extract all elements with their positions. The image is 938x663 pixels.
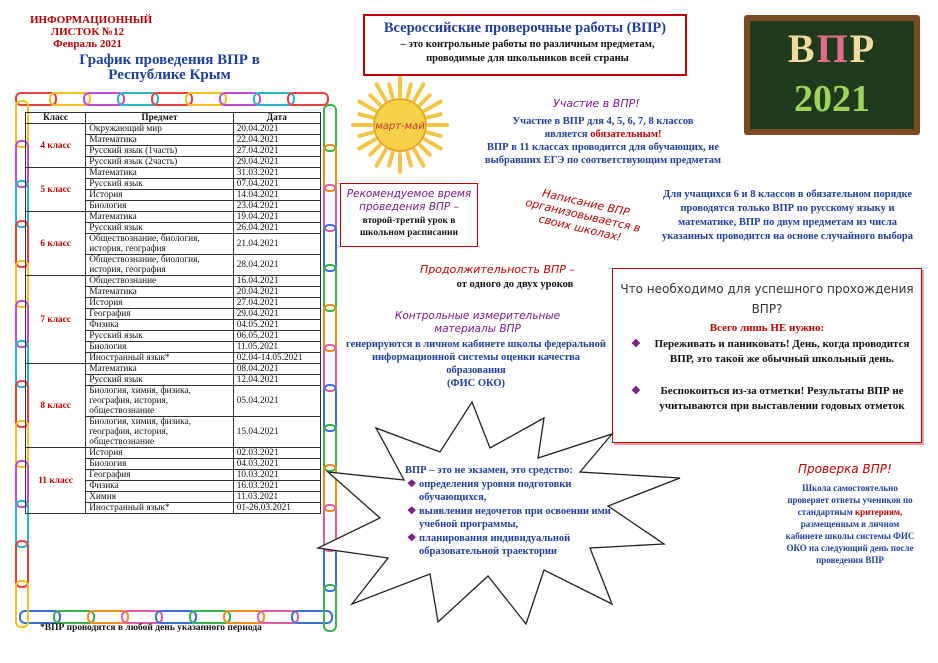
subject-cell: Математика: [86, 212, 234, 223]
date-cell: 11.05.2021: [233, 342, 320, 353]
date-cell: 06.05.2021: [233, 331, 320, 342]
date-cell: 07.04.2021: [233, 179, 320, 190]
date-cell: 27.04.2021: [233, 298, 320, 309]
sun-ray: [421, 95, 430, 104]
issue-line-3: Февраль 2021: [53, 38, 122, 50]
class-cell: 11 класс: [26, 448, 86, 514]
sun-ray: [408, 84, 411, 97]
participation-text: Участие в ВПР для 4, 5, 6, 7, 8 классов является обязательным! ВПР в 11 классах проводится для обучающих, не выбравших ЕГЭ по соответствующим предметам: [484, 116, 722, 166]
sun-ray: [377, 84, 386, 100]
subject-cell: Биология, химия, физика, география, история, обществознание: [86, 386, 234, 417]
not-exam-text: [405, 464, 630, 559]
success-item: ❖ Беспокоиться из-за отметки! Результаты ВПР не учитываются при выставлении годовых отметок: [631, 385, 905, 412]
participation-heading: Участие в ВПР!: [553, 97, 640, 110]
board-year: 2021: [794, 78, 870, 120]
subject-cell: Математика: [86, 135, 234, 146]
subject-cell: История: [86, 448, 234, 459]
table-row: [26, 276, 321, 287]
subject-cell: Иностранный язык*: [86, 353, 234, 364]
subject-cell: География: [86, 470, 234, 481]
writing-note: Написание ВПР организовывается в своих школах!: [524, 186, 642, 245]
date-cell: 16.03.2021: [233, 481, 320, 492]
date-cell: 31.03.2021: [233, 168, 320, 179]
subject-cell: Обществознание: [86, 276, 234, 287]
date-cell: 01-26.03.2021: [233, 503, 320, 514]
sun-ray: [425, 102, 441, 111]
subject-cell: Русский язык: [86, 375, 234, 386]
sun-icon: [350, 75, 450, 175]
schedule-title-line-1: График проведения ВПР в: [79, 52, 260, 68]
sun-ray: [359, 102, 375, 111]
date-cell: 12.04.2021: [233, 375, 320, 386]
kim-heading: Контрольные измерительные материалы ВПР: [394, 310, 561, 335]
issue-line-2: ЛИСТОК №12: [50, 26, 125, 38]
date-cell: 20.04.2021: [233, 287, 320, 298]
sun-label: март-май: [375, 121, 425, 132]
subject-cell: Обществознание, биология, история, география: [86, 234, 234, 255]
subject-cell: Биология: [86, 201, 234, 212]
date-cell: 02.03.2021: [233, 448, 320, 459]
not-exam-item: ❖ планирования индивидуальной образовательной траектории: [407, 533, 571, 557]
table-header-row: [26, 113, 321, 124]
subject-cell: Биология: [86, 459, 234, 470]
sun-ray: [359, 133, 372, 136]
subject-cell: География: [86, 309, 234, 320]
subject-cell: Обществознание, биология, история, география: [86, 255, 234, 276]
kim-text: генерируются в личном кабинете школы федеральной информационной системы оценки качества образования (ФИС ОКО): [346, 339, 606, 389]
sun-ray: [415, 150, 424, 166]
success-heading: Что необходимо для успешного прохождения ВПР?: [620, 282, 914, 316]
subject-cell: Русский язык: [86, 331, 234, 342]
date-cell: 29.04.2021: [233, 309, 320, 320]
date-cell: 02.04-14.05.2021: [233, 353, 320, 364]
subject-cell: История: [86, 298, 234, 309]
sun-ray: [425, 140, 441, 149]
sun-ray: [415, 84, 424, 100]
sun-ray: [408, 153, 411, 166]
subject-cell: Химия: [86, 492, 234, 503]
not-exam-item: ❖ определения уровня подготовки обучающихся,: [407, 479, 572, 503]
date-cell: 29.04.2021: [233, 157, 320, 168]
intro-text: – это контрольные работы по различным предметам, проводимые для школьников всей страны: [400, 39, 655, 64]
class-cell: 6 класс: [26, 212, 86, 276]
date-cell: 21.04.2021: [233, 234, 320, 255]
date-cell: 23.04.2021: [233, 201, 320, 212]
subject-cell: Биология: [86, 342, 234, 353]
sun-ray: [370, 95, 379, 104]
table-row: [26, 168, 321, 179]
diamond-bullet-icon: ❖: [407, 506, 417, 517]
schedule-title: [62, 53, 277, 83]
subject-cell: Математика: [86, 168, 234, 179]
subject-cell: Русский язык (2часть): [86, 157, 234, 168]
sun-ray: [421, 146, 430, 155]
date-cell: 04.03.2021: [233, 459, 320, 470]
check-heading: Проверка ВПР!: [798, 462, 892, 476]
class-cell: 5 класс: [26, 168, 86, 212]
date-cell: 26.04.2021: [233, 223, 320, 234]
table-header-cell: Класс: [26, 113, 86, 124]
sun-ray: [377, 150, 386, 166]
subject-cell: Математика: [86, 364, 234, 375]
paperclip-icon: [287, 92, 329, 106]
sun-ray: [359, 114, 372, 117]
sun-ray: [428, 133, 441, 136]
recommended-text: второй-третий урок в школьном расписании: [360, 216, 458, 238]
sun-ray: [359, 140, 375, 149]
subject-cell: Русский язык: [86, 179, 234, 190]
date-cell: 19.04.2021: [233, 212, 320, 223]
date-cell: 08.04.2021: [233, 364, 320, 375]
subject-cell: Окружающий мир: [86, 124, 234, 135]
table-row: [26, 364, 321, 375]
schedule-table: [25, 112, 321, 514]
duration-text: от одного до двух уроков: [456, 279, 574, 290]
date-cell: 20.04.2021: [233, 124, 320, 135]
subject-cell: Иностранный язык*: [86, 503, 234, 514]
date-cell: 22.04.2021: [233, 135, 320, 146]
schedule-title-line-2: Республике Крым: [108, 67, 231, 83]
sun-ray: [370, 146, 379, 155]
table-header-cell: Предмет: [86, 113, 234, 124]
chalkboard-image: [744, 15, 920, 135]
table-row: [26, 212, 321, 223]
date-cell: 10.03.2021: [233, 470, 320, 481]
date-cell: 11.03.2021: [233, 492, 320, 503]
check-text: Школа самостоятельно проверяет ответы учеников по стандартным критериям, размещенным в личном кабинете школы системы ФИС ОКО на следующий день после проведения ВПР: [785, 483, 915, 565]
not-exam-heading: ВПР – это не экзамен, это средство:: [405, 465, 573, 476]
date-cell: 14.04.2021: [233, 190, 320, 201]
issue-info: [30, 14, 153, 50]
subject-cell: Русский язык (1часть): [86, 146, 234, 157]
table-row: [26, 124, 321, 135]
subject-cell: История: [86, 190, 234, 201]
date-cell: 27.04.2021: [233, 146, 320, 157]
diamond-bullet-icon: ❖: [407, 479, 417, 490]
recommended-time-box: [340, 183, 478, 247]
sun-ray: [428, 114, 441, 117]
subject-cell: Физика: [86, 481, 234, 492]
recommended-heading: Рекомендуемое время проведения ВПР –: [346, 188, 472, 213]
success-item: ❖ Переживать и паниковать! День, когда проводится ВПР, это такой же обычный школьный день.: [631, 338, 910, 365]
sun-ray: [389, 84, 392, 97]
board-title: ВПР: [787, 26, 877, 71]
date-cell: 15.04.2021: [233, 417, 320, 448]
class-cell: 8 класс: [26, 364, 86, 448]
not-exam-item: ❖ выявления недочетов при освоении ими учебной программы,: [407, 506, 611, 530]
duration-heading: Продолжительность ВПР –: [420, 263, 575, 276]
date-cell: 16.04.2021: [233, 276, 320, 287]
class-cell: 4 класс: [26, 124, 86, 168]
diamond-bullet-icon: ❖: [631, 338, 641, 350]
subject-cell: Математика: [86, 287, 234, 298]
class-cell: 7 класс: [26, 276, 86, 364]
intro-title: Всероссийские проверочные работы (ВПР): [383, 20, 667, 36]
issue-line-1: ИНФОРМАЦИОННЫЙ: [30, 14, 153, 26]
subject-cell: Биология, химия, физика, география, история, обществознание: [86, 417, 234, 448]
table-header-cell: Дата: [233, 113, 320, 124]
table-row: [26, 448, 321, 459]
success-subheading: Всего лишь НЕ нужно:: [709, 322, 825, 334]
date-cell: 28.04.2021: [233, 255, 320, 276]
sun-ray: [389, 153, 392, 166]
date-cell: 05.04.2021: [233, 386, 320, 417]
grade-6-8-note: Для учащихся 6 и 8 классов в обязательном порядке проводятся только ВПР по русскому языку и математике, ВПР по двум предметам из числа указанных проводится на основе случайного выбора: [662, 189, 913, 242]
table-body: [26, 124, 321, 514]
subject-cell: Русский язык: [86, 223, 234, 234]
intro-box: [363, 14, 687, 76]
table-footnote: *ВПР проводятся в любой день указанного периода: [40, 623, 262, 633]
paperclip-icon: [15, 580, 29, 628]
subject-cell: Физика: [86, 320, 234, 331]
diamond-bullet-icon: ❖: [407, 533, 417, 544]
date-cell: 04.05.2021: [233, 320, 320, 331]
diamond-bullet-icon: ❖: [631, 385, 641, 397]
